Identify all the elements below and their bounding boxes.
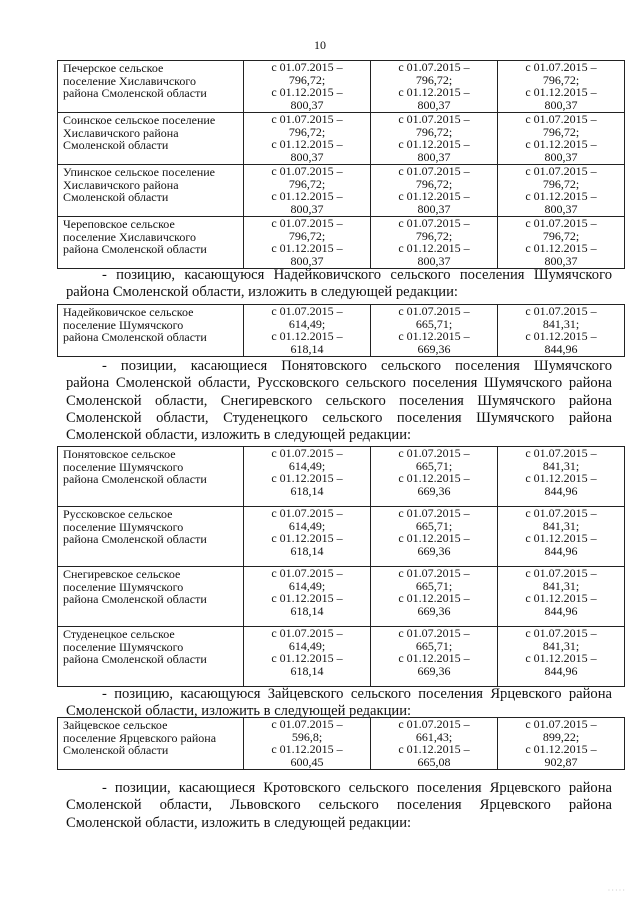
settlement-name-line: Понятовское сельское	[63, 447, 176, 461]
tariff-value-line: 796,72;	[542, 176, 580, 191]
settlement-name-line: района Смоленской области	[63, 592, 207, 606]
settlement-name-line: Хиславичского района	[63, 177, 179, 192]
tariff-value-line: 665,71;	[415, 518, 453, 533]
table-row	[58, 113, 625, 165]
tariff-value-line: с 01.12.2015 –	[525, 137, 597, 151]
tariff-value-line: с 01.07.2015 –	[525, 216, 597, 230]
tariff-value-line: 600,45	[290, 754, 324, 769]
tariff-value-line: 899,22;	[542, 729, 580, 744]
paragraph-line: Смоленской области, изложить в следующей редакции:	[66, 427, 412, 444]
settlement-name-cell	[58, 217, 244, 269]
tariff-value-line: с 01.12.2015 –	[398, 329, 470, 343]
tariff-value-line: с 01.07.2015 –	[398, 626, 470, 640]
tariff-value-cell	[498, 165, 625, 217]
settlement-name-line: поселение Шумячского	[63, 459, 184, 474]
tariff-value-line: 844,96	[544, 663, 578, 678]
settlement-name-cell	[58, 447, 244, 507]
tariff-value-line: 669,36	[417, 543, 451, 558]
settlement-name-line: Надейковичское сельское	[63, 305, 194, 319]
tariff-value-cell	[244, 113, 371, 165]
tariff-value-line: 796,72;	[288, 228, 326, 243]
tariff-value-cell	[498, 627, 625, 687]
tariff-value-line: с 01.12.2015 –	[525, 329, 597, 343]
tariff-value-line: с 01.07.2015 –	[398, 60, 470, 74]
settlement-name-line: Упинское сельское поселение	[63, 165, 216, 179]
tariff-value-line: 902,87	[544, 754, 578, 769]
tariff-value-cell	[371, 305, 498, 357]
tariff-value-line: 661,43;	[415, 729, 453, 744]
paragraph-line: - позицию, касающуюся Зайцевского сельского поселения Ярцевского района	[102, 686, 612, 702]
settlement-name-cell	[58, 61, 244, 113]
settlement-name-cell	[58, 165, 244, 217]
tariff-value-line: 796,72;	[415, 228, 453, 243]
tariff-value-line: 796,72;	[415, 176, 453, 191]
tariff-value-line: 618,14	[290, 341, 324, 356]
tariff-value-line: с 01.07.2015 –	[398, 112, 470, 126]
settlement-name-line: Руссковское сельское	[63, 507, 173, 521]
tariff-value-line: с 01.12.2015 –	[525, 189, 597, 203]
tariff-value-line: с 01.07.2015 –	[398, 164, 470, 178]
settlement-name-line: Снегиревское сельское	[63, 567, 181, 581]
tariff-value-line: с 01.07.2015 –	[271, 717, 343, 731]
tariff-value-line: с 01.07.2015 –	[398, 506, 470, 520]
paragraph-line: Смоленской области, изложить в следующей редакции:	[66, 814, 412, 831]
paragraph-line: - позиции, касающиеся Понятовского сельского поселения Шумячского	[102, 358, 612, 374]
tariff-value-line: 614,49;	[288, 578, 326, 593]
tariff-value-line: 614,49;	[288, 518, 326, 533]
tariff-value-line: 841,31;	[542, 458, 580, 473]
tariff-value-line: с 01.07.2015 –	[271, 446, 343, 460]
tariff-value-line: с 01.12.2015 –	[271, 651, 343, 665]
tariff-value-line: с 01.12.2015 –	[398, 651, 470, 665]
scan-artifact: ·····	[607, 886, 626, 895]
tariff-value-line: с 01.12.2015 –	[525, 241, 597, 255]
tariff-value-line: 596,8;	[291, 729, 323, 744]
tariff-value-line: 844,96	[544, 603, 578, 618]
tariff-value-line: с 01.07.2015 –	[525, 164, 597, 178]
page-number: 10	[314, 38, 326, 52]
tariff-value-line: с 01.12.2015 –	[398, 531, 470, 545]
tariff-value-cell	[371, 718, 498, 770]
paragraph-line: района Смоленской области, Руссковского сельского поселения Шумячского района	[66, 375, 612, 392]
table-row	[58, 217, 625, 269]
tariff-value-line: 618,14	[290, 663, 324, 678]
paragraph-shumyachi-settlements	[66, 358, 612, 444]
tariff-value-line: 665,71;	[415, 316, 453, 331]
tariff-value-line: с 01.12.2015 –	[398, 137, 470, 151]
settlement-name-line: Зайцевское сельское	[63, 718, 168, 732]
tariff-value-line: с 01.07.2015 –	[398, 717, 470, 731]
tariff-value-line: с 01.12.2015 –	[525, 742, 597, 756]
tariff-value-line: 800,37	[544, 201, 578, 216]
tariff-value-line: с 01.12.2015 –	[398, 189, 470, 203]
tariff-value-line: с 01.07.2015 –	[525, 60, 597, 74]
tariff-value-line: с 01.12.2015 –	[398, 471, 470, 485]
tariff-value-cell	[498, 567, 625, 627]
settlement-name-line: района Смоленской области	[63, 86, 207, 100]
tariff-value-line: с 01.07.2015 –	[525, 506, 597, 520]
tariff-value-line: 841,31;	[542, 518, 580, 533]
settlement-name-line: района Смоленской области	[63, 330, 207, 344]
tariff-value-cell	[371, 165, 498, 217]
table-row	[58, 305, 625, 357]
tariff-value-line: с 01.07.2015 –	[525, 566, 597, 580]
paragraph-line: Смоленской области, изложить в следующей редакции:	[66, 703, 412, 720]
tariff-value-line: с 01.07.2015 –	[525, 626, 597, 640]
tariff-value-line: с 01.07.2015 –	[271, 566, 343, 580]
tariff-value-line: 796,72;	[542, 72, 580, 87]
tariff-value-line: 796,72;	[288, 176, 326, 191]
tariff-value-cell	[244, 61, 371, 113]
tariff-value-cell	[498, 718, 625, 770]
tariff-value-line: 796,72;	[415, 124, 453, 139]
settlement-name-cell	[58, 305, 244, 357]
table-row	[58, 447, 625, 507]
tariff-value-line: 669,36	[417, 603, 451, 618]
settlement-name-line: Печерское сельское	[63, 61, 164, 75]
tariff-value-line: 800,37	[417, 201, 451, 216]
tariff-value-line: с 01.07.2015 –	[525, 304, 597, 318]
tariff-value-line: с 01.07.2015 –	[398, 446, 470, 460]
tariff-value-line: 669,36	[417, 341, 451, 356]
tariff-value-line: 665,71;	[415, 578, 453, 593]
tariff-value-line: с 01.12.2015 –	[271, 137, 343, 151]
tariff-table-zaytsevo	[57, 717, 625, 770]
tariff-value-line: с 01.12.2015 –	[271, 742, 343, 756]
tariff-value-line: 800,37	[290, 149, 324, 164]
table-row	[58, 627, 625, 687]
tariff-value-line: с 01.12.2015 –	[398, 241, 470, 255]
tariff-value-line: 796,72;	[288, 124, 326, 139]
tariff-value-cell	[244, 305, 371, 357]
tariff-value-line: 614,49;	[288, 316, 326, 331]
settlement-name-line: поселение Ярцевского района	[63, 730, 217, 745]
tariff-value-cell	[498, 217, 625, 269]
settlement-name-line: Череповское сельское	[63, 217, 175, 231]
tariff-value-cell	[498, 447, 625, 507]
settlement-name-line: Смоленской области	[63, 743, 169, 757]
tariff-value-cell	[371, 113, 498, 165]
tariff-value-line: 800,37	[417, 253, 451, 268]
tariff-value-line: с 01.12.2015 –	[271, 591, 343, 605]
paragraph-krotovo-lvovo	[66, 780, 612, 832]
settlement-name-cell	[58, 113, 244, 165]
tariff-value-line: с 01.07.2015 –	[271, 60, 343, 74]
settlement-name-cell	[58, 718, 244, 770]
tariff-value-line: с 01.07.2015 –	[525, 446, 597, 460]
paragraph-zaytsevo	[66, 686, 612, 721]
tariff-value-cell	[244, 165, 371, 217]
settlement-name-cell	[58, 507, 244, 567]
tariff-value-line: с 01.07.2015 –	[271, 216, 343, 230]
tariff-value-line: 665,71;	[415, 638, 453, 653]
tariff-value-line: с 01.12.2015 –	[525, 85, 597, 99]
tariff-value-cell	[244, 718, 371, 770]
tariff-value-line: 841,31;	[542, 578, 580, 593]
settlement-name-line: поселение Шумячского	[63, 579, 184, 594]
settlement-name-line: района Смоленской области	[63, 532, 207, 546]
settlement-name-cell	[58, 627, 244, 687]
tariff-value-line: с 01.12.2015 –	[525, 471, 597, 485]
tariff-value-cell	[244, 567, 371, 627]
tariff-value-line: с 01.12.2015 –	[398, 85, 470, 99]
tariff-value-line: с 01.07.2015 –	[271, 626, 343, 640]
tariff-value-line: с 01.12.2015 –	[271, 85, 343, 99]
settlement-name-line: Смоленской области	[63, 190, 169, 204]
tariff-value-line: 665,71;	[415, 458, 453, 473]
tariff-value-line: 844,96	[544, 483, 578, 498]
tariff-value-line: 800,37	[417, 97, 451, 112]
tariff-value-cell	[371, 507, 498, 567]
paragraph-line: - позиции, касающиеся Кротовского сельского поселения Ярцевского района	[102, 780, 612, 796]
tariff-value-line: 800,37	[290, 97, 324, 112]
tariff-value-line: 796,72;	[542, 228, 580, 243]
tariff-value-line: 800,37	[544, 149, 578, 164]
tariff-value-line: 796,72;	[288, 72, 326, 87]
tariff-value-line: с 01.07.2015 –	[398, 304, 470, 318]
tariff-table-nadeykovichi	[57, 304, 625, 357]
tariff-value-line: с 01.12.2015 –	[525, 651, 597, 665]
settlement-name-line: Хиславичского района	[63, 125, 179, 140]
tariff-value-line: 614,49;	[288, 458, 326, 473]
tariff-value-cell	[371, 61, 498, 113]
tariff-value-line: с 01.07.2015 –	[271, 304, 343, 318]
tariff-value-cell	[498, 113, 625, 165]
tariff-value-line: с 01.12.2015 –	[271, 189, 343, 203]
tariff-value-line: с 01.07.2015 –	[525, 112, 597, 126]
settlement-name-line: поселение Шумячского	[63, 639, 184, 654]
paragraph-line: района Смоленской области, изложить в следующей редакции:	[66, 284, 458, 301]
tariff-value-cell	[371, 217, 498, 269]
tariff-value-cell	[371, 627, 498, 687]
tariff-value-line: с 01.07.2015 –	[398, 566, 470, 580]
settlement-name-line: поселение Шумячского	[63, 519, 184, 534]
tariff-value-line: 669,36	[417, 663, 451, 678]
tariff-value-line: с 01.12.2015 –	[271, 471, 343, 485]
tariff-value-line: с 01.07.2015 –	[398, 216, 470, 230]
tariff-table-shumyachi	[57, 446, 625, 687]
settlement-name-line: Соинское сельское поселение	[63, 113, 216, 127]
paragraph-line: Смоленской области, Студенецкого сельского поселения Шумячского района	[66, 409, 612, 426]
tariff-value-line: с 01.07.2015 –	[271, 112, 343, 126]
tariff-value-line: 614,49;	[288, 638, 326, 653]
settlement-name-line: района Смоленской области	[63, 472, 207, 486]
settlement-name-line: поселение Шумячского	[63, 317, 184, 332]
tariff-value-cell	[244, 627, 371, 687]
tariff-value-line: 796,72;	[542, 124, 580, 139]
tariff-value-line: с 01.12.2015 –	[271, 329, 343, 343]
settlement-name-line: района Смоленской области	[63, 652, 207, 666]
tariff-value-line: с 01.12.2015 –	[271, 241, 343, 255]
tariff-value-line: с 01.12.2015 –	[525, 531, 597, 545]
tariff-value-line: 618,14	[290, 603, 324, 618]
paragraph-line: - позицию, касающуюся Надейковичского сельского поселения Шумячского	[102, 267, 612, 283]
paragraph-line: Смоленской области, Снегиревского сельского поселения Шумячского района	[66, 392, 612, 409]
settlement-name-line: района Смоленской области	[63, 242, 207, 256]
tariff-value-line: с 01.07.2015 –	[525, 717, 597, 731]
tariff-value-cell	[498, 507, 625, 567]
tariff-value-cell	[371, 447, 498, 507]
tariff-value-line: с 01.07.2015 –	[271, 164, 343, 178]
tariff-value-line: 844,96	[544, 341, 578, 356]
tariff-value-cell	[244, 507, 371, 567]
table-row	[58, 718, 625, 770]
tariff-value-line: с 01.12.2015 –	[398, 591, 470, 605]
tariff-value-line: 800,37	[544, 97, 578, 112]
tariff-value-line: 844,96	[544, 543, 578, 558]
tariff-value-line: с 01.07.2015 –	[271, 506, 343, 520]
settlement-name-line: Смоленской области	[63, 138, 169, 152]
tariff-value-cell	[498, 61, 625, 113]
settlement-name-line: поселение Хиславичского	[63, 229, 197, 244]
tariff-value-line: 841,31;	[542, 638, 580, 653]
tariff-value-line: 618,14	[290, 483, 324, 498]
settlement-name-line: Студенецкое сельское	[63, 627, 175, 641]
settlement-name-cell	[58, 567, 244, 627]
tariff-value-line: 669,36	[417, 483, 451, 498]
table-row	[58, 507, 625, 567]
tariff-table-khislavichi	[57, 60, 625, 269]
table-row	[58, 165, 625, 217]
tariff-value-cell	[498, 305, 625, 357]
settlement-name-line: поселение Хиславичского	[63, 73, 197, 88]
tariff-value-line: 796,72;	[415, 72, 453, 87]
tariff-value-line: 841,31;	[542, 316, 580, 331]
tariff-value-cell	[371, 567, 498, 627]
table-row	[58, 61, 625, 113]
tariff-value-line: с 01.12.2015 –	[525, 591, 597, 605]
paragraph-nadeykovichi	[66, 267, 612, 302]
tariff-value-line: 800,37	[417, 149, 451, 164]
tariff-value-cell	[244, 217, 371, 269]
tariff-value-line: с 01.12.2015 –	[271, 531, 343, 545]
tariff-value-line: 665,08	[417, 754, 451, 769]
paragraph-line: Смоленской области, Львовского сельского поселения Ярцевского района	[66, 797, 612, 814]
tariff-value-line: с 01.12.2015 –	[398, 742, 470, 756]
tariff-value-cell	[244, 447, 371, 507]
tariff-value-line: 800,37	[290, 253, 324, 268]
tariff-value-line: 800,37	[290, 201, 324, 216]
tariff-value-line: 618,14	[290, 543, 324, 558]
table-row	[58, 567, 625, 627]
tariff-value-line: 800,37	[544, 253, 578, 268]
